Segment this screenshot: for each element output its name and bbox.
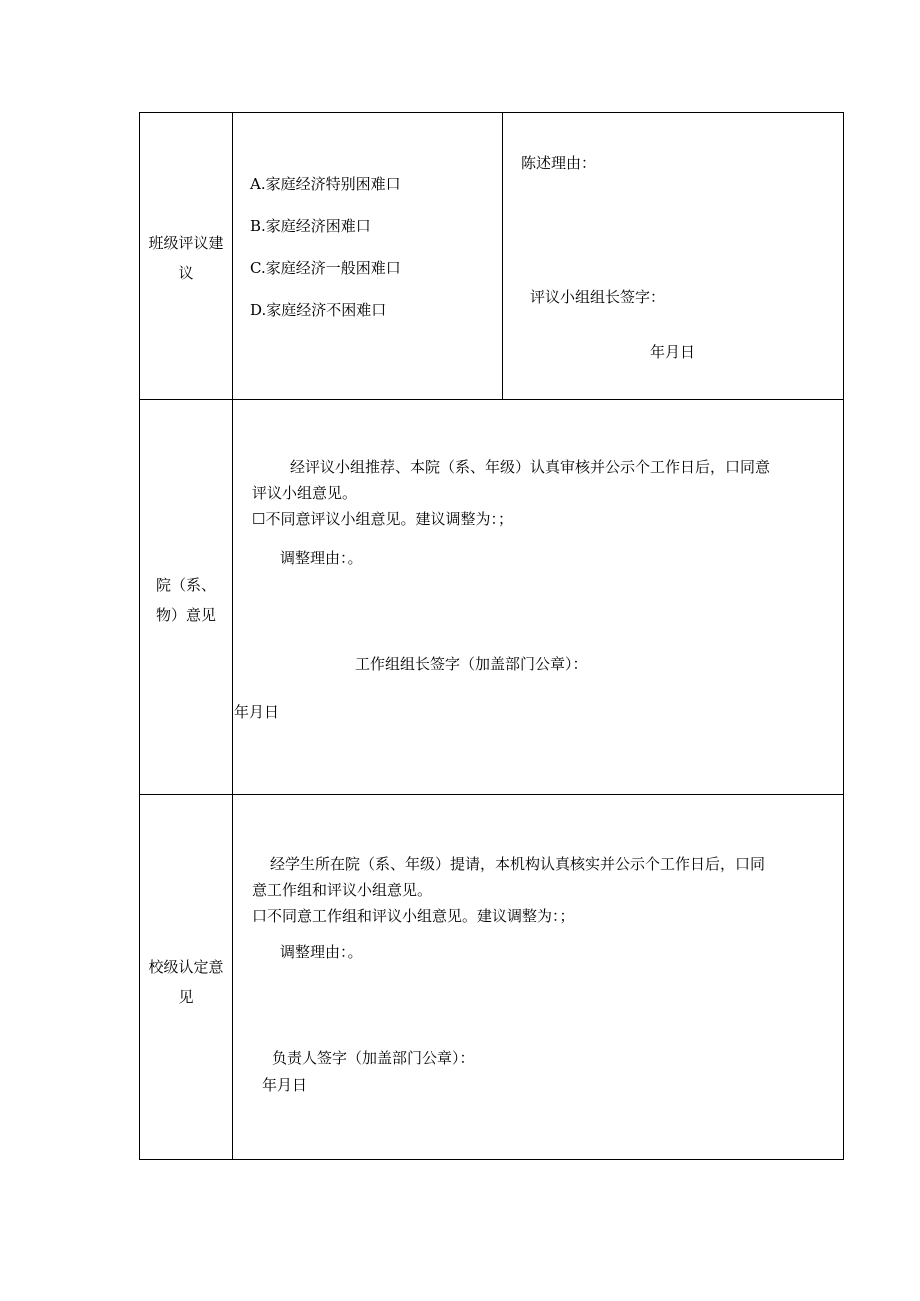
label-column-divider: [232, 112, 233, 1160]
school-opinion-label-line1: 校级认定意: [148, 958, 224, 976]
option-d: D.家庭经济不困难口: [250, 301, 387, 319]
school-signature-label: 负责人签字（加盖部门公章）：: [272, 1049, 475, 1067]
college-opinion-label: [140, 570, 232, 630]
school-adjust-reason: 调整理由：。: [280, 943, 363, 961]
college-text-line1: 经评议小组推荐、本院（系、年级）认真审核并公示个工作日后，口同意: [290, 458, 771, 476]
class-review-label: [140, 228, 232, 288]
college-opinion-label-line2: 物）意见: [155, 606, 216, 624]
college-opinion-text: [252, 454, 837, 532]
review-date: 年月日: [650, 343, 696, 361]
college-signature-label: 工作组组长签字（加盖部门公章）：: [355, 655, 588, 673]
school-date: 年月日: [262, 1076, 308, 1094]
school-text-line3: 口不同意工作组和评议小组意见。建议调整为：；: [252, 907, 575, 925]
college-text-line2: 评议小组意见。: [252, 484, 358, 502]
row-divider-2: [139, 794, 844, 795]
school-opinion-text: [252, 851, 837, 929]
college-adjust-reason: 调整理由：。: [280, 549, 363, 567]
college-opinion-label-line1: 院（系、: [155, 576, 216, 594]
college-date: 年月日: [234, 703, 280, 721]
options-column-divider: [502, 112, 503, 400]
option-a: A.家庭经济特别困难口: [250, 175, 401, 193]
review-leader-signature-label: 评议小组组长签字：: [530, 288, 666, 306]
school-opinion-label: [140, 952, 232, 1012]
class-review-label-line2: 议: [178, 264, 194, 282]
school-opinion-label-line2: 见: [178, 988, 194, 1006]
form-table: [139, 112, 844, 1160]
school-text-line1: 经学生所在院（系、年级）提请，本机构认真核实并公示个工作日后，口同: [270, 855, 766, 873]
option-c: C.家庭经济一般困难口: [250, 259, 401, 277]
school-text-line2: 意工作组和评议小组意见。: [252, 881, 433, 899]
reason-label: 陈述理由：: [521, 154, 597, 172]
class-review-label-line1: 班级评议建: [148, 234, 224, 252]
option-b: B.家庭经济困难口: [250, 217, 371, 235]
college-text-line3: ☐不同意评议小组意见。建议调整为：；: [252, 510, 513, 528]
row-divider-1: [139, 399, 844, 400]
